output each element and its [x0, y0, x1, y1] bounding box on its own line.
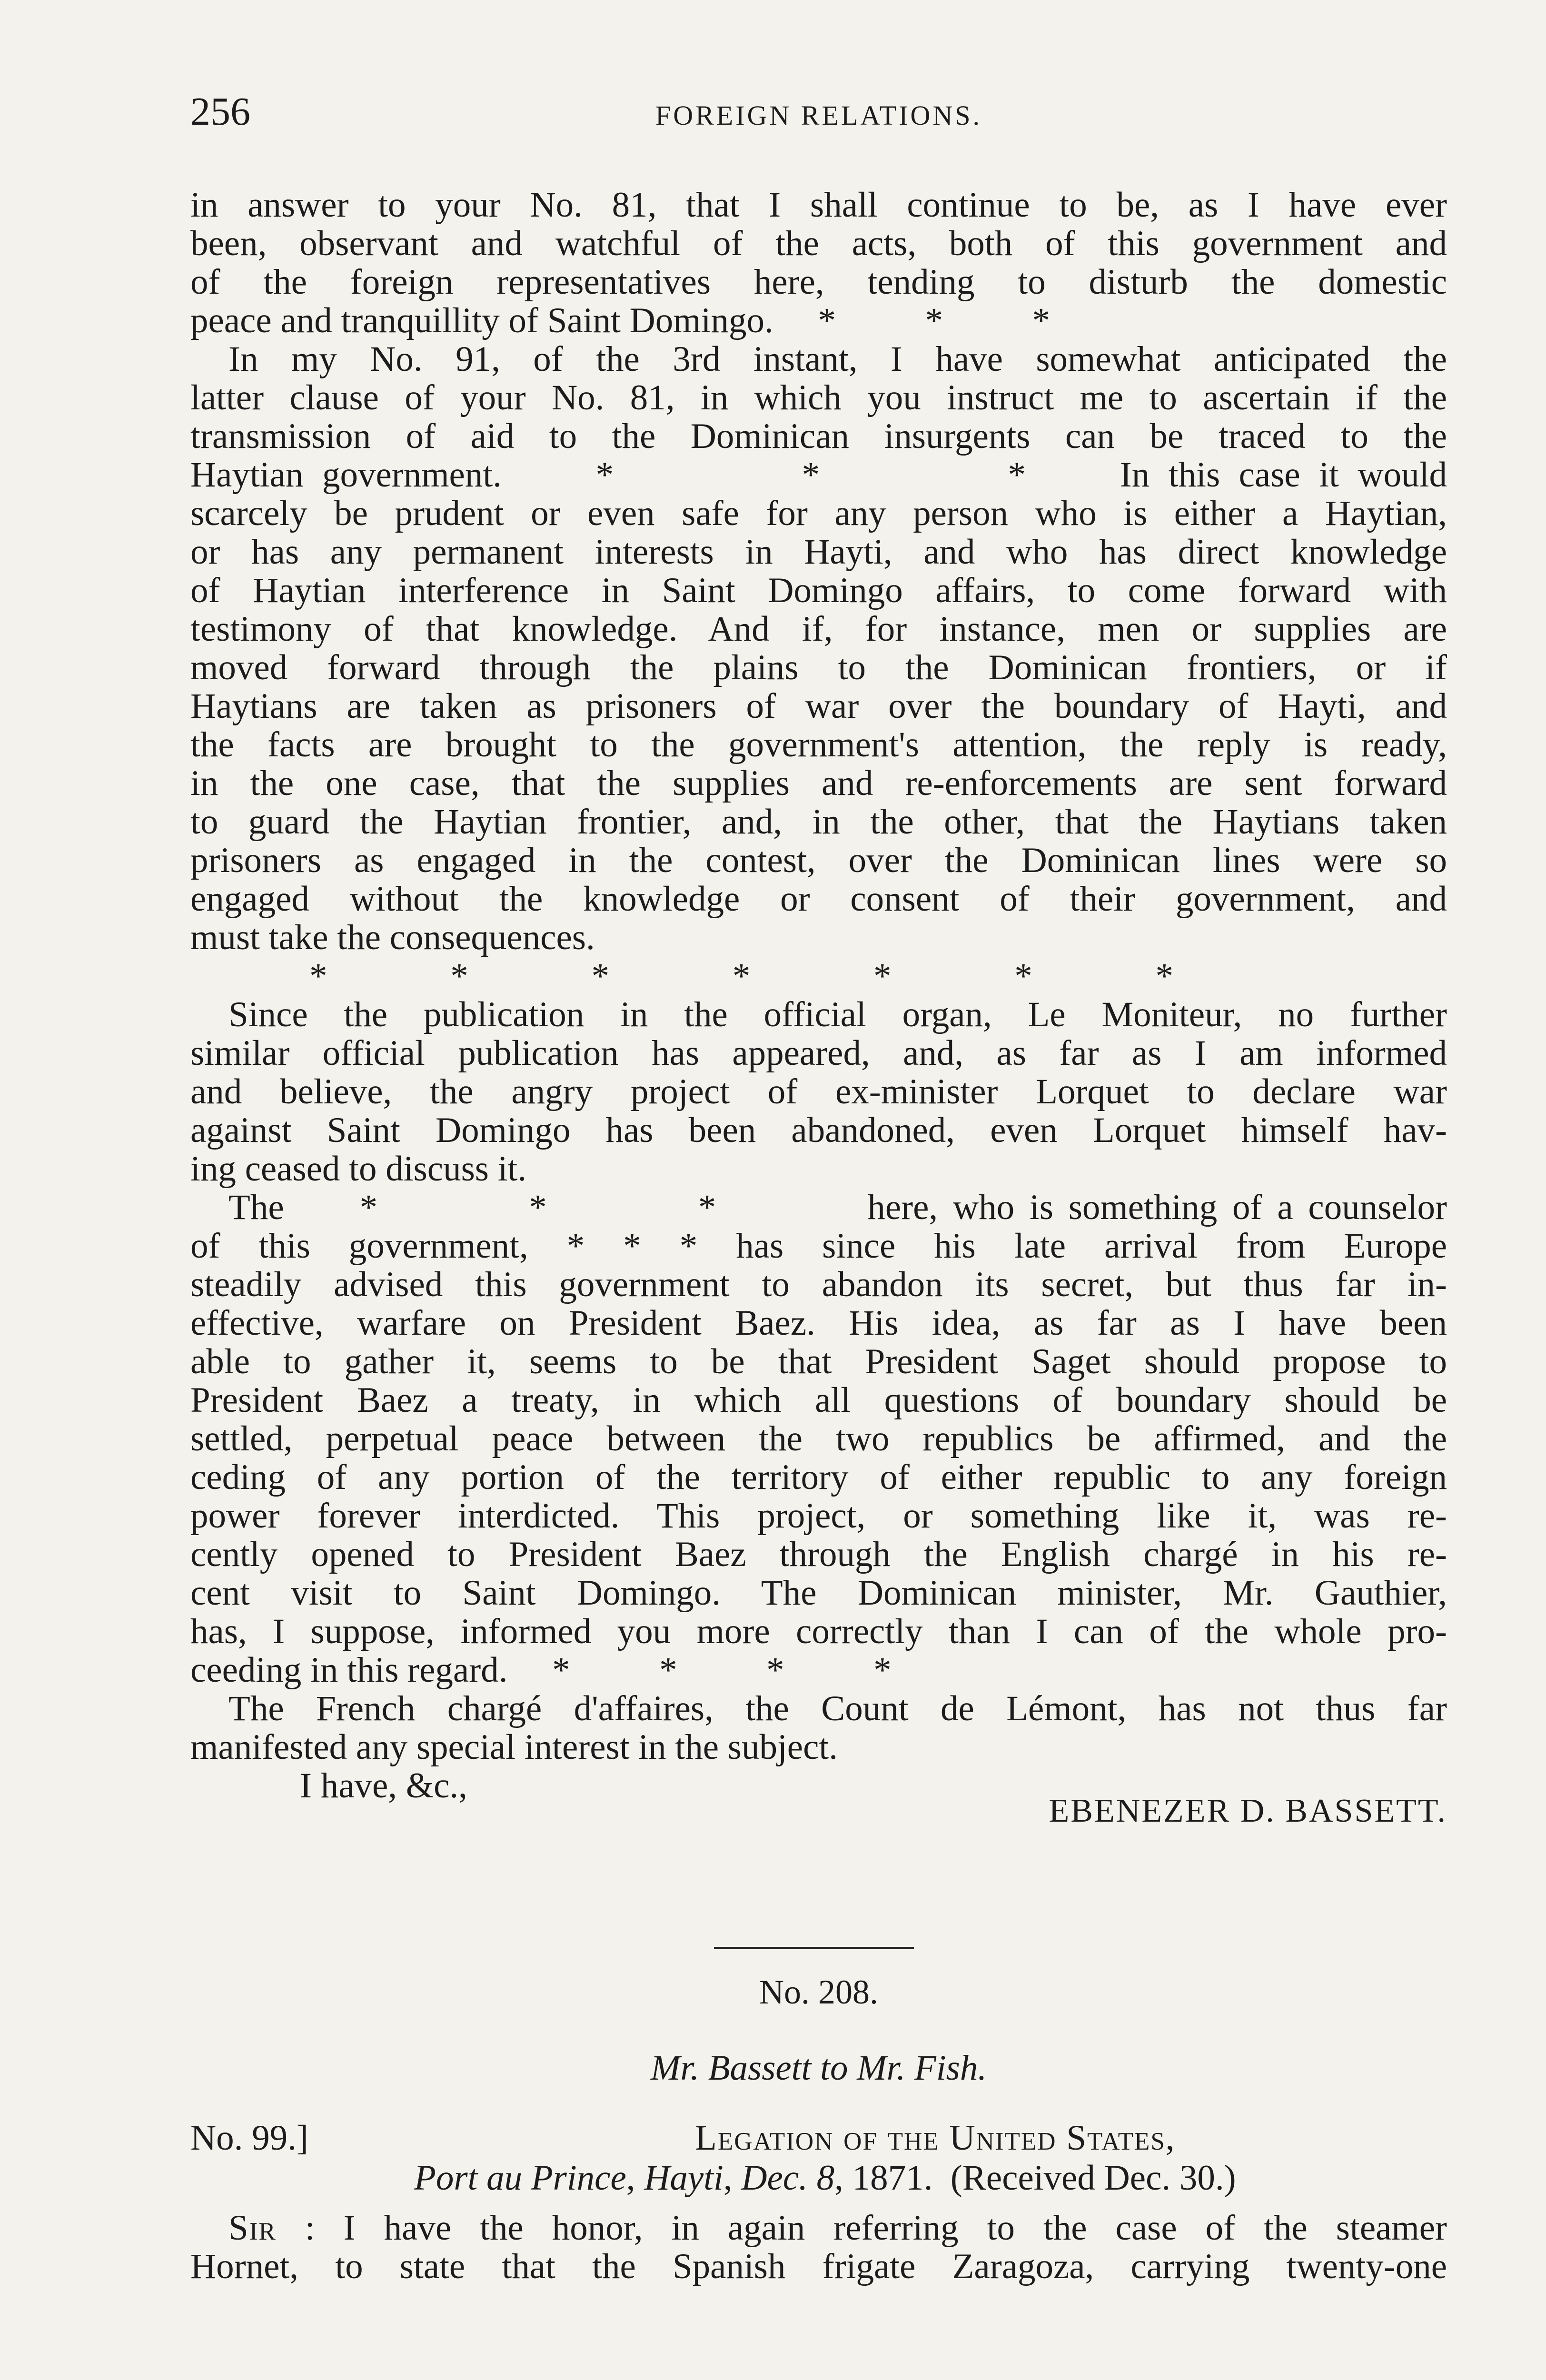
body-line: Haytians are taken as prisoners of war over the boundary of Hayti, and [190, 686, 1447, 726]
dispatch-date: Dec. 8 [741, 2158, 835, 2198]
body-line: in the one case, that the supplies and re-enforcements are sent forward [190, 764, 1447, 803]
body-line: Since the publication in the official organ, Le Moniteur, no further [228, 995, 1447, 1034]
body-line: The * * * here, who is something of a counselor [228, 1188, 1447, 1227]
body-line: scarcely be prudent or even safe for any person who is either a Haytian, [190, 494, 1447, 533]
body-line: of this government, * * * has since his late arrival from Europe [190, 1226, 1447, 1266]
body-line: been, observant and watchful of the acts, both of this government and [190, 224, 1447, 263]
body-line: Haytian government. * * * In this case it would [190, 455, 1447, 495]
body-line: and believe, the angry project of ex-minister Lorquet to declare war [190, 1072, 1447, 1111]
ellipsis-stars: * * * * * * * [309, 956, 1173, 996]
dispatch-number: No. 99.] [190, 2118, 308, 2158]
body-line: The French chargé d'affaires, the Count de Lémont, has not thus far [228, 1689, 1447, 1728]
body-line: ceeding in this regard. * * * * [190, 1650, 892, 1690]
body-line: transmission of aid to the Dominican insurgents can be traced to the [190, 416, 1447, 456]
dispatch-place-date: Port au Prince, Hayti, Dec. 8, 1871. (Received Dec. 30.) [414, 2158, 1236, 2198]
dispatch-year: , 1871. [834, 2158, 933, 2198]
body-line: steadily advised this government to abandon its secret, but thus far in- [190, 1265, 1447, 1304]
body-line: effective, warfare on President Baez. His idea, as far as I have been [190, 1303, 1447, 1343]
dispatch-country: Hayti [644, 2158, 723, 2198]
body-line: or has any permanent interests in Hayti, and who has direct knowledge [190, 532, 1447, 572]
legation-name: Legation of the United States, [695, 2118, 1176, 2158]
letter-line [190, 2209, 1447, 2247]
body-line: engaged without the knowledge or consent of their government, and [190, 879, 1447, 919]
body-line: must take the consequences. [190, 918, 595, 957]
page-header [190, 86, 1447, 148]
body-line: to guard the Haytian frontier, and, in the other, that the Haytians taken [190, 802, 1447, 842]
body-line: similar official publication has appeared, and, as far as I am informed [190, 1033, 1447, 1073]
signature: EBENEZER D. BASSETT. [1049, 1793, 1447, 1829]
body-line: In my No. 91, of the 3rd instant, I have somewhat anticipated the [228, 339, 1447, 379]
body-line: cently opened to President Baez through the English chargé in his re- [190, 1535, 1447, 1574]
body-line: of Haytian interference in Saint Domingo affairs, to come forward with [190, 571, 1447, 610]
correspondents-heading: Mr. Bassett to Mr. Fish. [650, 2048, 987, 2088]
dispatch-place: Port au Prince [414, 2158, 626, 2198]
page-number: 256 [190, 89, 250, 134]
body-line: of the foreign representatives here, tending to disturb the domestic [190, 262, 1447, 302]
body-line: settled, perpetual peace between the two republics be affirmed, and the [190, 1419, 1447, 1458]
received-date: (Received Dec. 30.) [950, 2158, 1236, 2198]
body-line: latter clause of your No. 81, in which you instruct me to ascertain if the [190, 378, 1447, 417]
body-line: cent visit to Saint Domingo. The Dominican minister, Mr. Gauthier, [190, 1573, 1447, 1613]
body-line: has, I suppose, informed you more correctly than I can of the whole pro- [190, 1612, 1447, 1651]
body-line: in answer to your No. 81, that I shall continue to be, as I have ever [190, 185, 1447, 225]
letter-body [190, 2209, 1447, 2286]
letter-line-text: : I have the honor, in again referring to the case of the steamer [305, 2208, 1447, 2248]
body-line: moved forward through the plains to the Dominican frontiers, or if [190, 648, 1447, 687]
body-line: peace and tranquillity of Saint Domingo. * * * [190, 301, 1050, 340]
body-line: prisoners as engaged in the contest, over the Dominican lines were so [190, 841, 1447, 880]
running-head: FOREIGN RELATIONS. [655, 100, 982, 131]
letter-line: Hornet, to state that the Spanish frigate Zaragoza, carrying twenty-one [190, 2247, 1447, 2286]
body-line: President Baez a treaty, in which all questions of boundary should be [190, 1380, 1447, 1420]
body-text [190, 186, 1447, 1805]
body-line: able to gather it, seems to be that President Saget should propose to [190, 1342, 1447, 1381]
body-line: manifested any special interest in the subject. [190, 1727, 838, 1767]
closing-line: I have, &c., [300, 1766, 467, 1805]
section-divider [714, 1947, 914, 1949]
document-number: No. 208. [759, 1973, 878, 2011]
body-line: ceding of any portion of the territory of either republic to any foreign [190, 1458, 1447, 1497]
salutation: Sir [228, 2208, 277, 2248]
body-line: the facts are brought to the government's attention, the reply is ready, [190, 725, 1447, 764]
body-line: testimony of that knowledge. And if, for instance, men or supplies are [190, 609, 1447, 649]
body-line: power forever interdicted. This project, or something like it, was re- [190, 1496, 1447, 1536]
body-line: against Saint Domingo has been abandoned, even Lorquet himself hav- [190, 1111, 1447, 1150]
body-line: ing ceased to discuss it. [190, 1149, 527, 1189]
